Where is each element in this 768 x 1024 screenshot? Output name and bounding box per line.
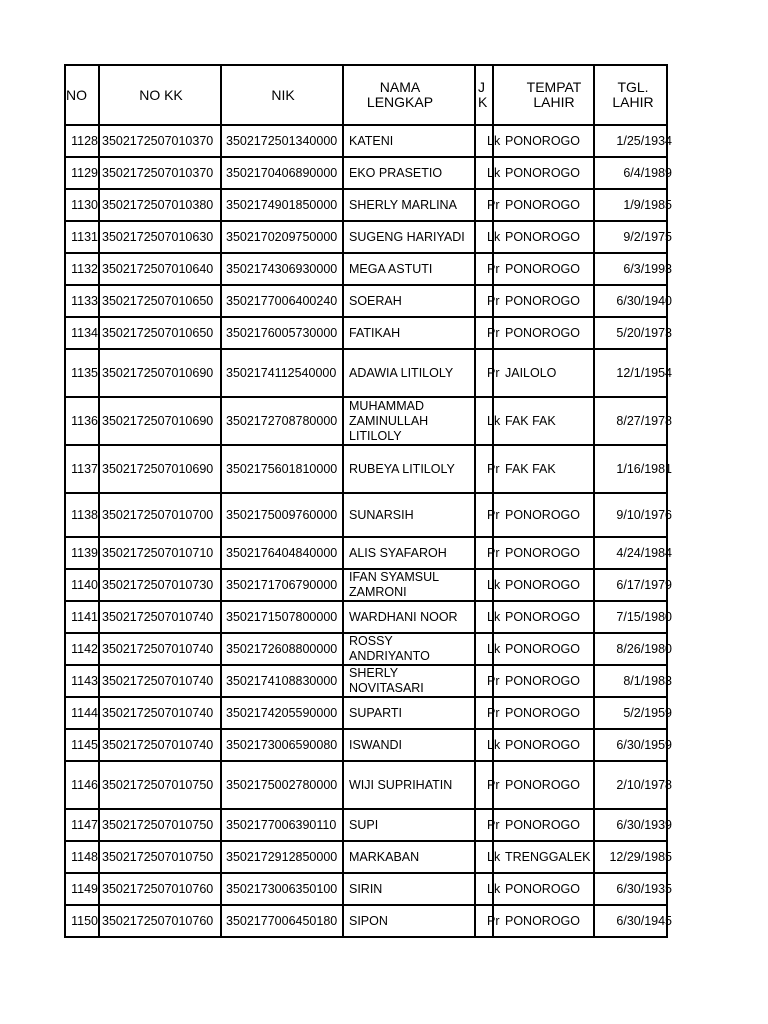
cell-no: 1136 <box>71 414 98 428</box>
cell-jk: Lk <box>487 414 501 428</box>
cell-nama-lengkap: ALIS SYAFAROH <box>349 546 447 560</box>
cell-nik: 3502173006350100 <box>226 882 338 896</box>
cell-nik: 3502176005730000 <box>226 326 338 340</box>
cell-tempat-lahir: PONOROGO <box>505 914 581 928</box>
cell-tgl-lahir: 4/24/1984 <box>616 546 672 560</box>
cell-nama-lengkap: SIRIN <box>349 882 383 896</box>
cell-no-kk: 3502172507010630 <box>102 230 214 244</box>
cell-nama-lengkap: ROSSY ANDRIYANTO <box>349 634 430 663</box>
cell-no: 1144 <box>71 706 98 720</box>
cell-nama-lengkap: ISWANDI <box>349 738 403 752</box>
cell-tempat-lahir: PONOROGO <box>505 262 581 276</box>
cell-tgl-lahir: 6/30/1939 <box>616 818 672 832</box>
cell-jk: Lk <box>487 166 501 180</box>
cell-nama-lengkap: SOERAH <box>349 294 402 308</box>
cell-tgl-lahir: 7/15/1980 <box>616 610 672 624</box>
cell-tgl-lahir: 6/30/1935 <box>616 882 672 896</box>
cell-tempat-lahir: TRENGGALEK <box>505 850 591 864</box>
cell-no-kk: 3502172507010740 <box>102 610 214 624</box>
cell-tempat-lahir: JAILOLO <box>505 366 557 380</box>
cell-no-kk: 3502172507010750 <box>102 778 214 792</box>
cell-tempat-lahir: PONOROGO <box>505 546 581 560</box>
cell-nik: 3502174205590000 <box>226 706 338 720</box>
cell-nik: 3502174112540000 <box>226 366 337 380</box>
cell-jk: Pr <box>487 462 500 476</box>
cell-tempat-lahir: PONOROGO <box>505 198 581 212</box>
cell-no-kk: 3502172507010760 <box>102 882 214 896</box>
cell-jk: Pr <box>487 914 500 928</box>
cell-nama-lengkap: SUPI <box>349 818 379 832</box>
cell-nama-lengkap: SHERLY MARLINA <box>349 198 457 212</box>
cell-nama-lengkap: SHERLY NOVITASARI <box>349 666 424 695</box>
cell-tgl-lahir: 8/26/1980 <box>616 642 672 656</box>
cell-no-kk: 3502172507010740 <box>102 642 214 656</box>
cell-tgl-lahir: 6/4/1989 <box>623 166 672 180</box>
cell-tgl-lahir: 5/20/1973 <box>616 326 672 340</box>
cell-tgl-lahir: 6/30/1940 <box>616 294 672 308</box>
cell-tempat-lahir: PONOROGO <box>505 326 581 340</box>
cell-tempat-lahir: PONOROGO <box>505 166 581 180</box>
cell-tempat-lahir: PONOROGO <box>505 230 581 244</box>
cell-no: 1148 <box>71 850 98 864</box>
cell-no-kk: 3502172507010650 <box>102 294 214 308</box>
cell-tgl-lahir: 2/10/1978 <box>616 778 672 792</box>
cell-tgl-lahir: 12/29/1985 <box>609 850 672 864</box>
cell-jk: Pr <box>487 198 500 212</box>
cell-tempat-lahir: PONOROGO <box>505 294 581 308</box>
cell-tempat-lahir: PONOROGO <box>505 778 581 792</box>
cell-no-kk: 3502172507010370 <box>102 134 214 148</box>
cell-tempat-lahir: PONOROGO <box>505 642 581 656</box>
cell-nama-lengkap: WARDHANI NOOR <box>349 610 458 624</box>
cell-no-kk: 3502172507010690 <box>102 414 214 428</box>
cell-nama-lengkap: EKO PRASETIO <box>349 166 443 180</box>
cell-nik: 3502172501340000 <box>226 134 338 148</box>
cell-no: 1128 <box>71 134 98 148</box>
cell-tgl-lahir: 6/17/1979 <box>616 578 672 592</box>
cell-tgl-lahir: 1/9/1985 <box>623 198 672 212</box>
cell-nama-lengkap: MARKABAN <box>349 850 420 864</box>
cell-tempat-lahir: FAK FAK <box>505 462 556 476</box>
cell-nik: 3502173006590080 <box>226 738 338 752</box>
cell-nik: 3502176404840000 <box>226 546 338 560</box>
cell-tgl-lahir: 1/25/1934 <box>616 134 672 148</box>
header-jk: J K <box>478 79 488 110</box>
cell-no: 1138 <box>71 508 98 522</box>
cell-nik: 3502171507800000 <box>226 610 338 624</box>
cell-no-kk: 3502172507010700 <box>102 508 214 522</box>
cell-nik: 3502174901850000 <box>226 198 338 212</box>
cell-no: 1142 <box>71 642 98 656</box>
cell-no: 1129 <box>71 166 98 180</box>
cell-tempat-lahir: PONOROGO <box>505 706 581 720</box>
cell-no-kk: 3502172507010650 <box>102 326 214 340</box>
cell-tempat-lahir: PONOROGO <box>505 882 581 896</box>
cell-nik: 3502170209750000 <box>226 230 338 244</box>
cell-no: 1137 <box>71 462 98 476</box>
cell-tempat-lahir: PONOROGO <box>505 674 581 688</box>
cell-jk: Lk <box>487 610 501 624</box>
cell-tgl-lahir: 1/16/1981 <box>616 462 672 476</box>
cell-jk: Pr <box>487 818 500 832</box>
cell-jk: Pr <box>487 778 500 792</box>
cell-nik: 3502171706790000 <box>226 578 338 592</box>
cell-nama-lengkap: RUBEYA LITILOLY <box>349 462 455 476</box>
cell-no: 1134 <box>71 326 98 340</box>
cell-nama-lengkap: MUHAMMAD ZAMINULLAH LITILOLY <box>349 398 429 443</box>
cell-nama-lengkap: MEGA ASTUTI <box>349 262 433 276</box>
cell-jk: Pr <box>487 674 500 688</box>
cell-no-kk: 3502172507010750 <box>102 850 214 864</box>
cell-no: 1149 <box>71 882 98 896</box>
cell-no-kk: 3502172507010760 <box>102 914 214 928</box>
cell-nik: 3502174306930000 <box>226 262 338 276</box>
cell-tempat-lahir: PONOROGO <box>505 508 581 522</box>
cell-nama-lengkap: FATIKAH <box>349 326 401 340</box>
cell-nik: 3502175002780000 <box>226 778 338 792</box>
cell-no: 1131 <box>71 230 98 244</box>
cell-nik: 3502175601810000 <box>226 462 338 476</box>
cell-nik: 3502172608800000 <box>226 642 338 656</box>
cell-no-kk: 3502172507010380 <box>102 198 214 212</box>
header-tempat-lahir: TEMPAT LAHIR <box>526 79 582 110</box>
cell-no: 1135 <box>71 366 98 380</box>
cell-jk: Pr <box>487 706 500 720</box>
cell-no: 1143 <box>71 674 98 688</box>
cell-jk: Lk <box>487 134 501 148</box>
cell-no-kk: 3502172507010640 <box>102 262 214 276</box>
cell-jk: Pr <box>487 262 500 276</box>
cell-no: 1140 <box>71 578 98 592</box>
cell-tempat-lahir: PONOROGO <box>505 610 581 624</box>
cell-nik: 3502172708780000 <box>226 414 338 428</box>
header-no: NO <box>66 87 87 103</box>
cell-tgl-lahir: 6/30/1945 <box>616 914 672 928</box>
cell-tgl-lahir: 8/27/1978 <box>616 414 672 428</box>
cell-jk: Lk <box>487 578 501 592</box>
cell-jk: Pr <box>487 508 500 522</box>
cell-no: 1147 <box>71 818 98 832</box>
cell-nama-lengkap: SUGENG HARIYADI <box>349 230 465 244</box>
cell-nama-lengkap: ADAWIA LITILOLY <box>349 366 454 380</box>
header-tgl-lahir: TGL. LAHIR <box>612 79 654 110</box>
cell-jk: Lk <box>487 882 501 896</box>
cell-no: 1150 <box>71 914 98 928</box>
cell-no-kk: 3502172507010740 <box>102 674 214 688</box>
cell-no: 1130 <box>71 198 98 212</box>
cell-tgl-lahir: 6/3/1993 <box>623 262 672 276</box>
cell-no: 1133 <box>71 294 98 308</box>
cell-no: 1141 <box>71 610 98 624</box>
cell-nik: 3502170406890000 <box>226 166 338 180</box>
cell-jk: Pr <box>487 294 500 308</box>
cell-jk: Lk <box>487 230 501 244</box>
cell-tgl-lahir: 5/2/1959 <box>623 706 672 720</box>
cell-jk: Pr <box>487 326 500 340</box>
cell-jk: Lk <box>487 642 501 656</box>
cell-tgl-lahir: 6/30/1959 <box>616 738 672 752</box>
cell-jk: Pr <box>487 366 500 380</box>
cell-nik: 3502177006450180 <box>226 914 338 928</box>
cell-tgl-lahir: 12/1/1954 <box>616 366 672 380</box>
header-no-kk: NO KK <box>139 87 183 103</box>
cell-nik: 3502174108830000 <box>226 674 338 688</box>
cell-nik: 3502177006390110 <box>226 818 337 832</box>
cell-tempat-lahir: PONOROGO <box>505 738 581 752</box>
cell-no-kk: 3502172507010740 <box>102 706 214 720</box>
cell-nama-lengkap: SUNARSIH <box>349 508 414 522</box>
cell-nik: 3502177006400240 <box>226 294 338 308</box>
cell-jk: Pr <box>487 546 500 560</box>
cell-jk: Lk <box>487 738 501 752</box>
header-nik: NIK <box>271 87 295 103</box>
cell-nik: 3502172912850000 <box>226 850 338 864</box>
cell-tgl-lahir: 9/10/1976 <box>616 508 672 522</box>
cell-tempat-lahir: PONOROGO <box>505 134 581 148</box>
cell-nama-lengkap: SIPON <box>349 914 388 928</box>
cell-jk: Lk <box>487 850 501 864</box>
cell-tgl-lahir: 9/2/1975 <box>623 230 672 244</box>
cell-no-kk: 3502172507010740 <box>102 738 214 752</box>
cell-tempat-lahir: FAK FAK <box>505 414 556 428</box>
cell-no-kk: 3502172507010690 <box>102 462 214 476</box>
cell-no: 1139 <box>71 546 98 560</box>
cell-no: 1145 <box>71 738 98 752</box>
cell-tempat-lahir: PONOROGO <box>505 818 581 832</box>
cell-nama-lengkap: SUPARTI <box>349 706 403 720</box>
cell-no-kk: 3502172507010730 <box>102 578 214 592</box>
cell-no-kk: 3502172507010370 <box>102 166 214 180</box>
cell-no: 1132 <box>71 262 98 276</box>
cell-nama-lengkap: WIJI SUPRIHATIN <box>349 778 453 792</box>
cell-nama-lengkap: KATENI <box>349 134 394 148</box>
cell-no: 1146 <box>71 778 98 792</box>
cell-no-kk: 3502172507010690 <box>102 366 214 380</box>
cell-no-kk: 3502172507010750 <box>102 818 214 832</box>
cell-nik: 3502175009760000 <box>226 508 338 522</box>
cell-tempat-lahir: PONOROGO <box>505 578 581 592</box>
cell-no-kk: 3502172507010710 <box>102 546 214 560</box>
cell-tgl-lahir: 8/1/1983 <box>623 674 672 688</box>
header-nama-lengkap: NAMA LENGKAP <box>366 79 434 110</box>
cell-nama-lengkap: IFAN SYAMSUL ZAMRONI <box>349 570 440 599</box>
